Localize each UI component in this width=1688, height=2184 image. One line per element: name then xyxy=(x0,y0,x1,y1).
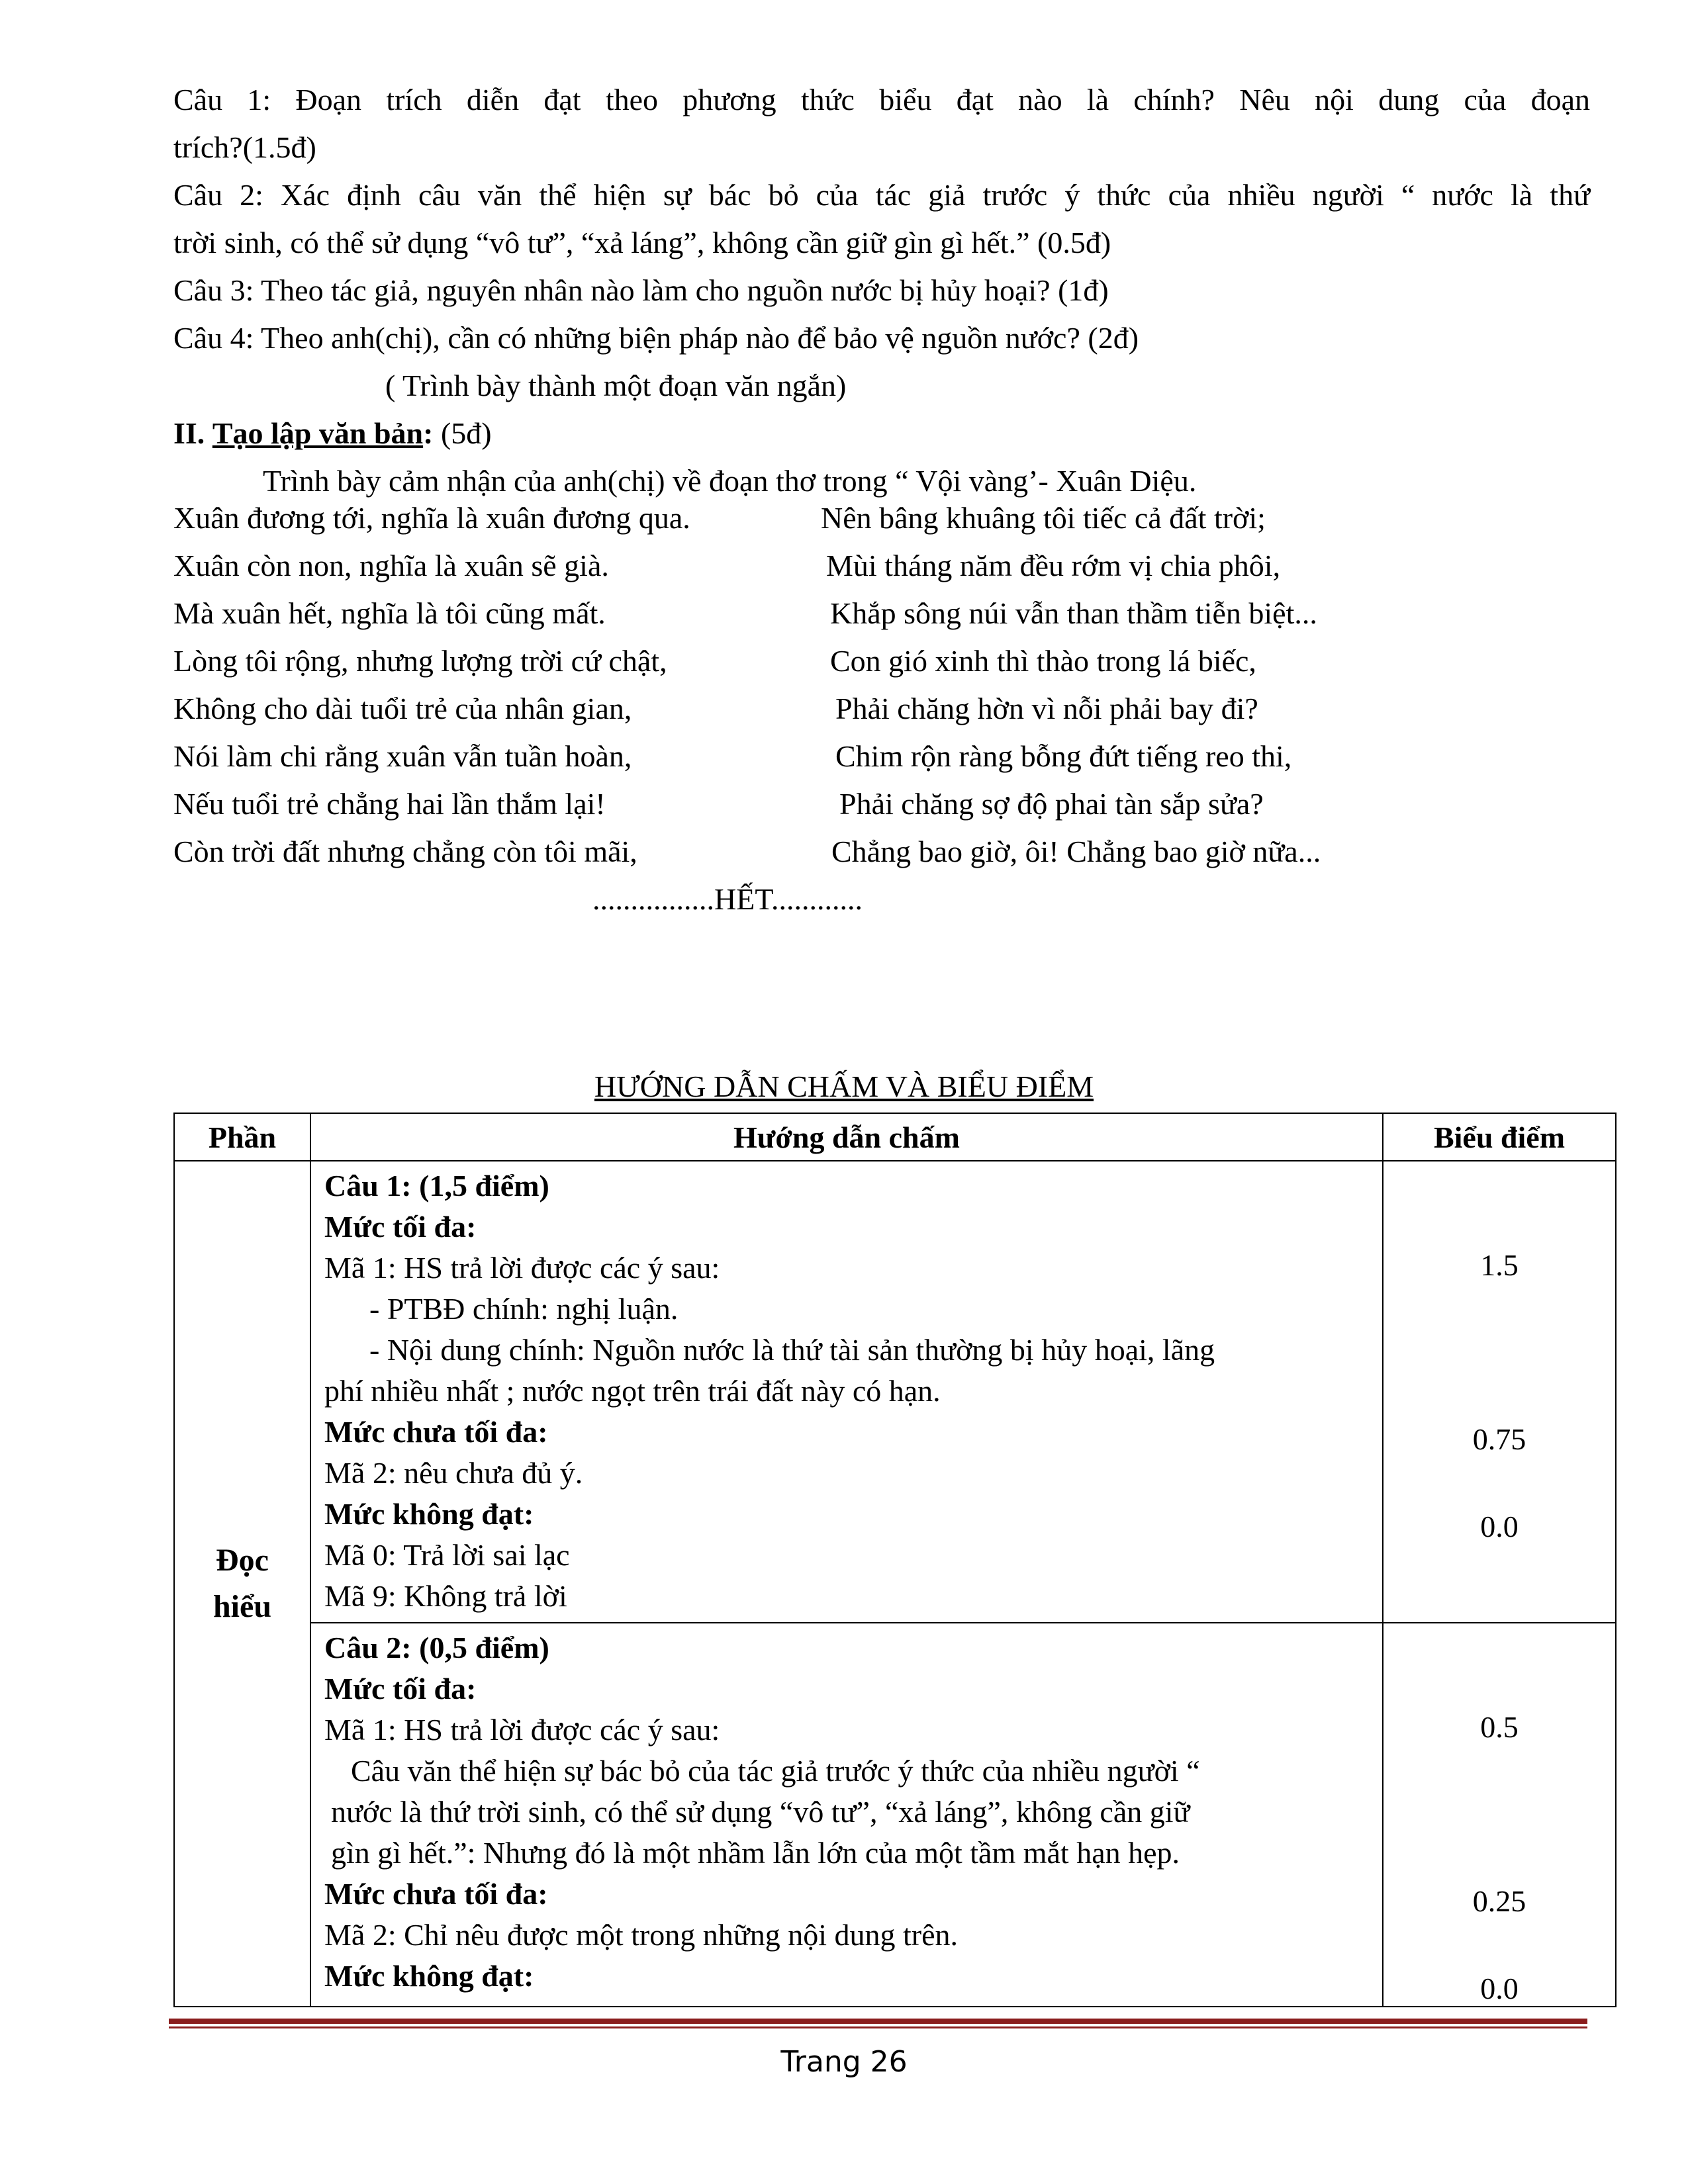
rubric-table xyxy=(173,1113,1617,2007)
score-cau1 xyxy=(1383,1161,1616,1623)
rubric-header-row xyxy=(174,1113,1616,1161)
question-1-line2: trích?(1.5đ) xyxy=(173,130,316,164)
cau2-answer-a: Câu văn thể hiện sự bác bỏ của tác giả trước ý thức của nhiều người “ xyxy=(351,1754,1200,1788)
cau2-title: Câu 2: (0,5 điểm) xyxy=(324,1631,549,1664)
header-guide: Hướng dẫn chấm xyxy=(310,1113,1383,1161)
rubric-title: HƯỚNG DẪN CHẤM VÀ BIỂU ĐIỂM xyxy=(594,1069,1094,1103)
cau2-code1: Mã 1: HS trả lời được các ý sau: xyxy=(324,1713,720,1747)
cau1-score-fail: 0.0 xyxy=(1480,1510,1519,1543)
question-3: Câu 3: Theo tác giả, nguyên nhân nào làm cho nguồn nước bị hủy hoại? (1đ) xyxy=(173,273,1109,307)
rubric-row-cau1 xyxy=(174,1161,1616,1623)
cau1-code9: Mã 9: Không trả lời xyxy=(324,1579,567,1613)
cau1-score-max: 1.5 xyxy=(1480,1248,1519,1282)
cau2-partial-label: Mức chưa tối đa: xyxy=(324,1877,548,1911)
question-1-line1: Câu 1: Đoạn trích diễn đạt theo phương thức biểu đạt nào là chính? Nêu nội dung của đoạn xyxy=(173,83,1590,116)
cau1-bullet-1: - PTBĐ chính: nghị luận. xyxy=(369,1292,679,1326)
cau2-score-fail: 0.0 xyxy=(1480,1972,1519,2005)
section-2-colon: : xyxy=(423,416,434,450)
poem-right-line: Chẳng bao giờ, ôi! Chẳng bao giờ nữa... xyxy=(831,835,1321,868)
header-part: Phần xyxy=(174,1113,310,1161)
end-marker: ................HẾT............ xyxy=(592,882,863,916)
section-2-title: Tạo lập văn bản xyxy=(212,416,424,450)
cau1-max-label: Mức tối đa: xyxy=(324,1210,477,1244)
poem-right-line: Chim rộn ràng bỗng đứt tiếng reo thi, xyxy=(835,739,1292,773)
cau1-partial-label: Mức chưa tối đa: xyxy=(324,1415,548,1449)
cau2-code2: Mã 2: Chỉ nêu được một trong những nội dung trên. xyxy=(324,1918,959,1952)
poem-left-line: Lòng tôi rộng, nhưng lượng trời cứ chật, xyxy=(173,644,667,678)
cau2-answer-b: nước là thứ trời sinh, có thể sử dụng “vô tư”, “xả láng”, không cần giữ xyxy=(331,1795,1190,1829)
question-4: Câu 4: Theo anh(chị), cần có những biện pháp nào để bảo vệ nguồn nước? (2đ) xyxy=(173,321,1139,355)
poem-left-line: Nếu tuổi trẻ chẳng hai lần thắm lại! xyxy=(173,787,606,821)
cau2-score-partial: 0.25 xyxy=(1472,1884,1526,1918)
part-cell xyxy=(174,1161,310,2007)
page-number: Trang 26 xyxy=(780,2045,908,2079)
part-label-line2: hiểu xyxy=(212,1589,272,1624)
poem-left-line: Mà xuân hết, nghĩa là tôi cũng mất. xyxy=(173,596,606,630)
cau2-score-max: 0.5 xyxy=(1480,1710,1519,1744)
cau1-code2: Mã 2: nêu chưa đủ ý. xyxy=(324,1456,583,1490)
poem-left-line: Xuân còn non, nghĩa là xuân sẽ già. xyxy=(173,549,609,582)
guide-cau1 xyxy=(310,1161,1383,1623)
section-2-heading xyxy=(173,410,1590,457)
cau1-code1: Mã 1: HS trả lời được các ý sau: xyxy=(324,1251,720,1285)
rubric-row-cau2 xyxy=(174,1623,1616,2007)
poem-left-line: Còn trời đất nhưng chẳng còn tôi mãi, xyxy=(173,835,637,868)
guide-cau2 xyxy=(310,1623,1383,2007)
cau1-score-partial: 0.75 xyxy=(1472,1422,1526,1456)
question-2-line1: Câu 2: Xác định câu văn thể hiện sự bác bỏ của tác giả trước ý thức của nhiều người “ nước là thứ xyxy=(173,178,1590,212)
poem-right-line: Con gió xinh thì thào trong lá biếc, xyxy=(830,644,1256,678)
poem-left-line: Không cho dài tuổi trẻ của nhân gian, xyxy=(173,692,632,725)
poem-right-line: Khắp sông núi vẫn than thầm tiễn biệt... xyxy=(830,596,1317,630)
cau2-fail-label: Mức không đạt: xyxy=(324,1959,534,1993)
cau1-bullet-2b: phí nhiều nhất ; nước ngọt trên trái đất này có hạn. xyxy=(324,1374,941,1408)
part-label-line1: Đọc xyxy=(216,1543,269,1578)
score-cau2 xyxy=(1383,1623,1616,2007)
poem-right-line: Nên bâng khuâng tôi tiếc cả đất trời; xyxy=(821,501,1266,535)
poem-right-line: Phải chăng sợ độ phai tàn sắp sửa? xyxy=(839,787,1264,821)
poem-right-line: Mùi tháng năm đều rớm vị chia phôi, xyxy=(826,549,1281,582)
cau1-bullet-2a: - Nội dung chính: Nguồn nước là thứ tài sản thường bị hủy hoại, lãng xyxy=(369,1333,1215,1367)
section-2-number: II. xyxy=(173,416,205,450)
cau2-answer-c: gìn gì hết.”: Nhưng đó là một nhầm lẫn lớn của một tầm mắt hạn hẹp. xyxy=(331,1836,1180,1870)
footer-rule-thick xyxy=(169,2019,1587,2024)
cau1-fail-label: Mức không đạt: xyxy=(324,1497,534,1531)
question-2-line2: trời sinh, có thể sử dụng “vô tư”, “xả láng”, không cần giữ gìn gì hết.” (0.5đ) xyxy=(173,226,1111,259)
cau1-title: Câu 1: (1,5 điểm) xyxy=(324,1169,549,1203)
cau2-max-label: Mức tối đa: xyxy=(324,1672,477,1706)
footer-rule-thin xyxy=(169,2026,1587,2028)
questions-block xyxy=(173,76,1590,505)
poem-right-line: Phải chăng hờn vì nỗi phải bay đi? xyxy=(835,692,1258,725)
poem-left-line: Xuân đương tới, nghĩa là xuân đương qua. xyxy=(173,501,690,535)
section-2-prompt: Trình bày cảm nhận của anh(chị) về đoạn thơ trong “ Vội vàng’- Xuân Diệu. xyxy=(263,464,1197,498)
section-2-points: (5đ) xyxy=(440,416,492,450)
cau1-code0: Mã 0: Trả lời sai lạc xyxy=(324,1538,570,1572)
question-4-note: ( Trình bày thành một đoạn văn ngắn) xyxy=(385,369,847,402)
poem-left-line: Nói làm chi rằng xuân vẫn tuần hoàn, xyxy=(173,739,632,773)
header-score: Biểu điểm xyxy=(1383,1113,1616,1161)
